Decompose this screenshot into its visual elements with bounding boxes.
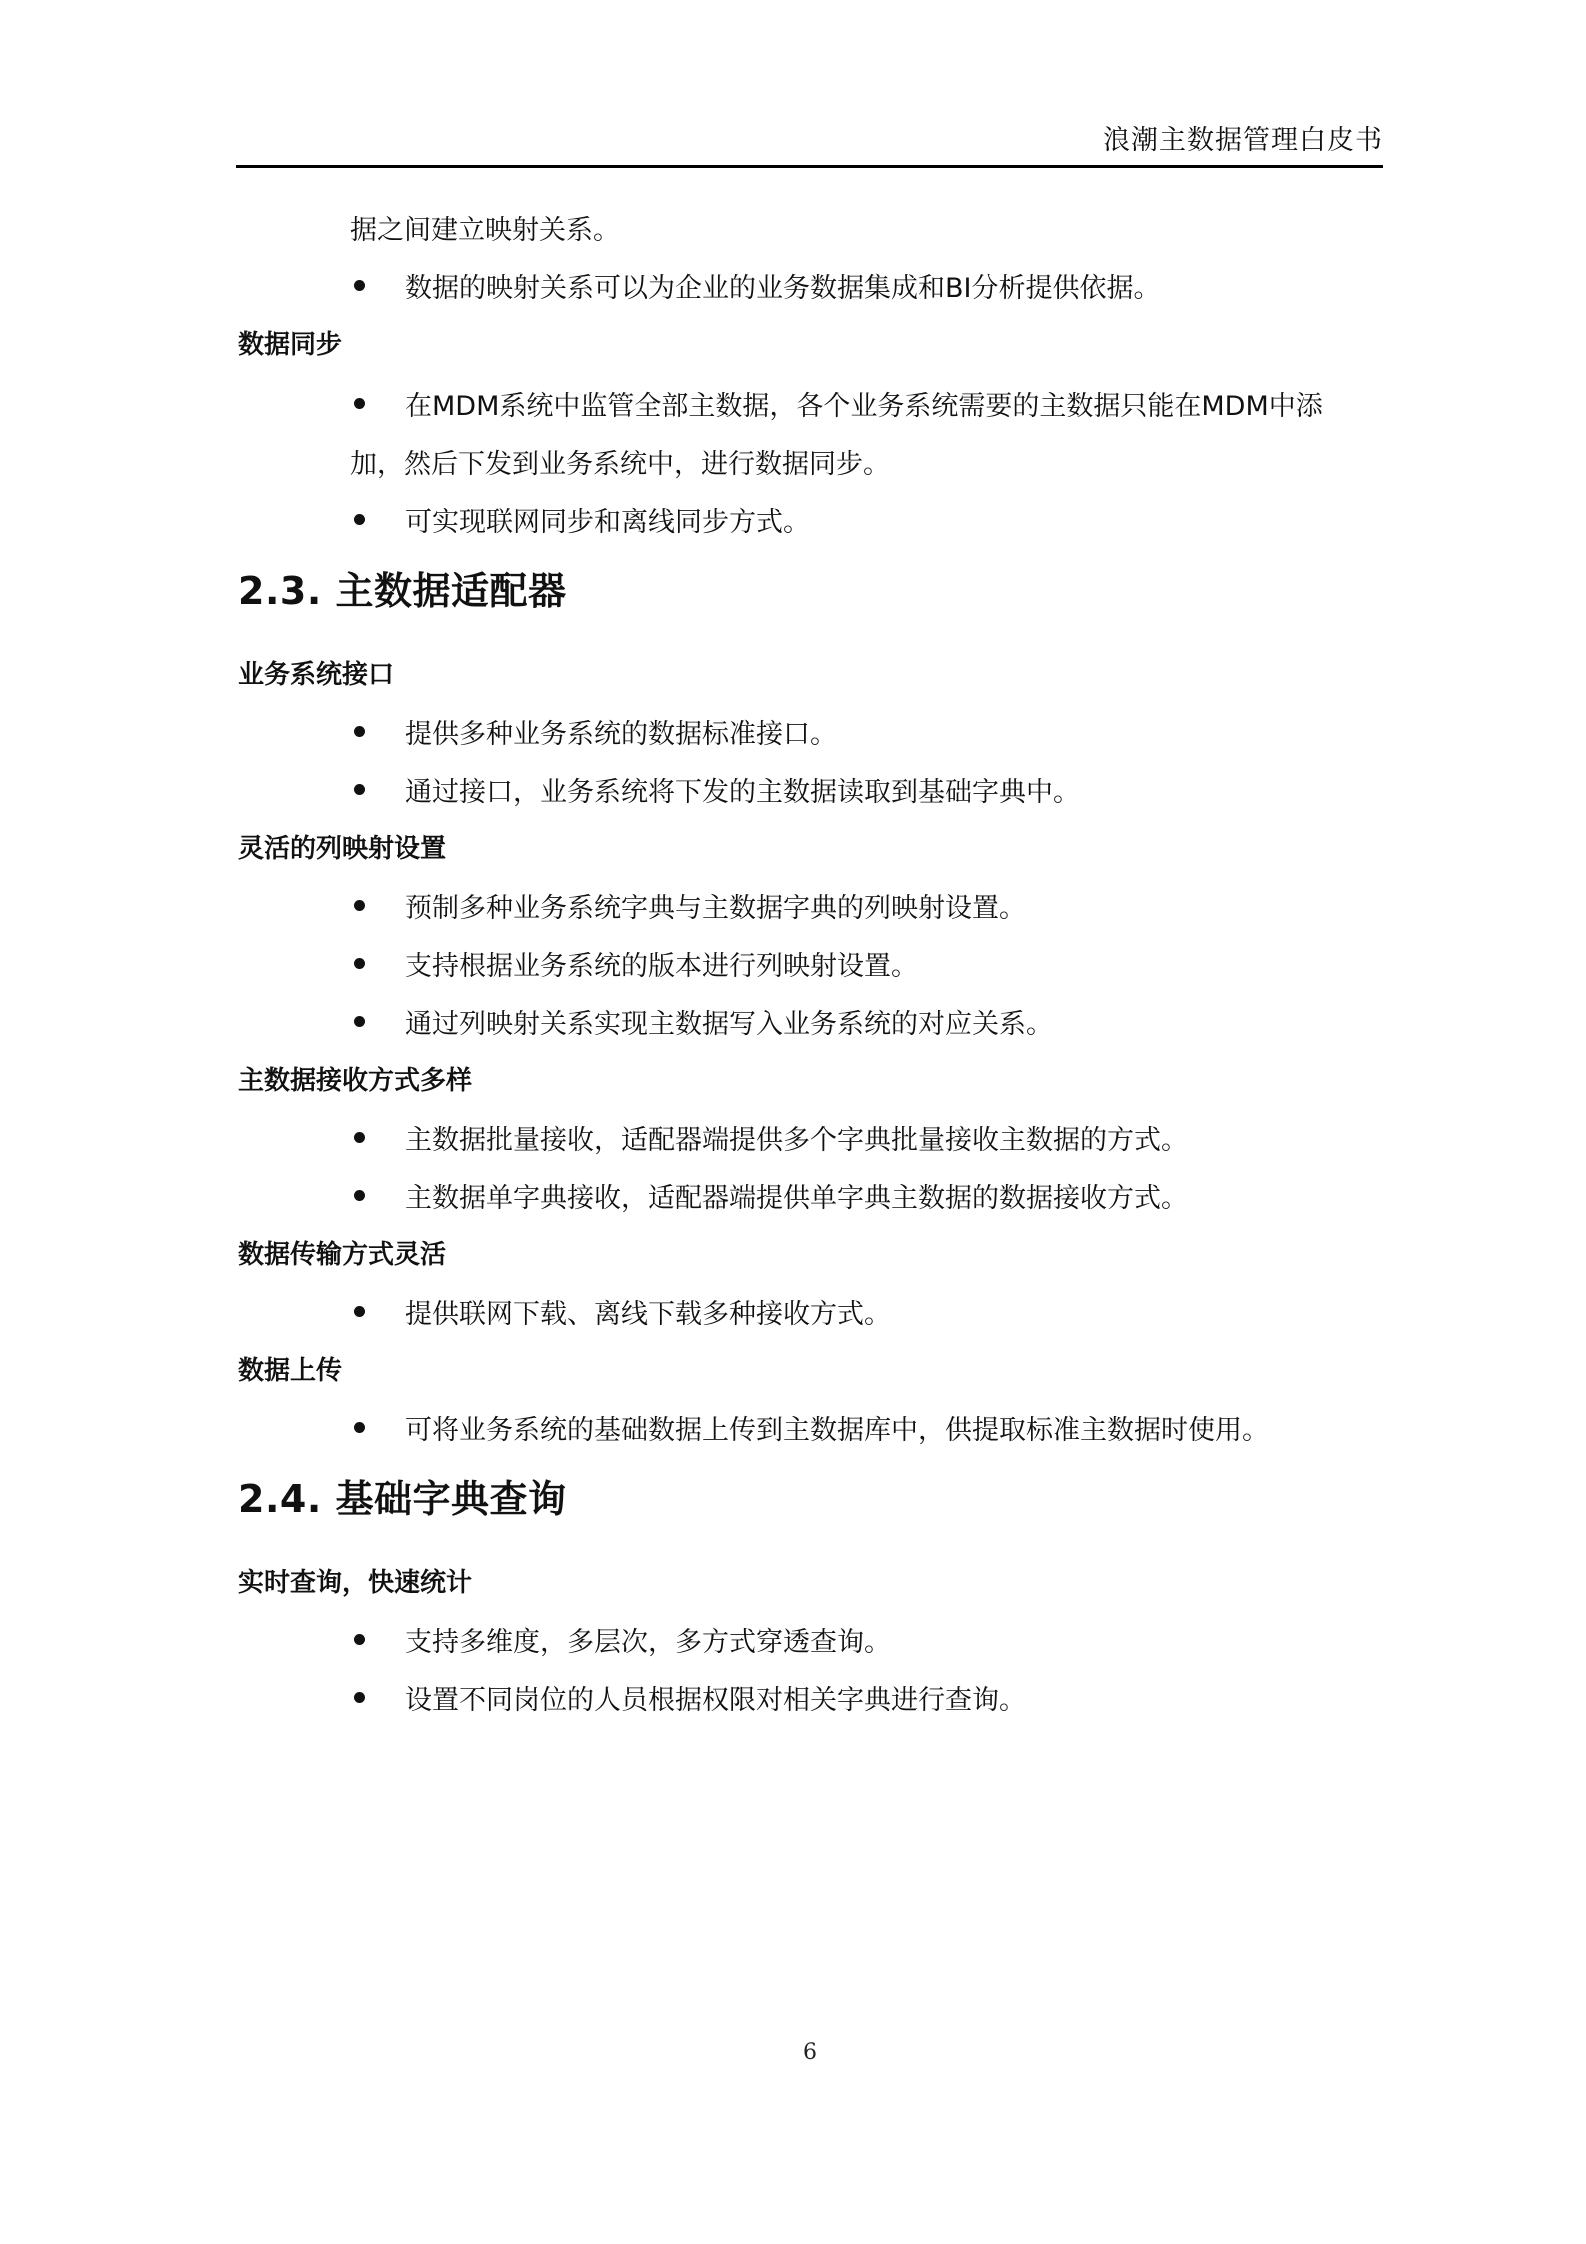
continuation-text: 据之间建立映射关系。 — [350, 215, 620, 246]
list-item: 数据的映射关系可以为企业的业务数据集成和BI分析提供依据。 — [350, 266, 1161, 305]
list-item: 可将业务系统的基础数据上传到主数据库中，供提取标准主数据时使用。 — [350, 1408, 1269, 1447]
section-title-2-4: 2.4. 基础字典查询 — [238, 1477, 567, 1521]
subsection-heading: 灵活的列映射设置 — [238, 834, 447, 864]
header-divider — [236, 165, 1383, 168]
bullet-icon — [354, 1692, 365, 1703]
bullet-icon — [354, 1132, 365, 1143]
list-item-wrap-line: 加，然后下发到业务系统中，进行数据同步。 — [350, 449, 890, 480]
bullet-icon — [354, 726, 365, 737]
list-item: 通过接口，业务系统将下发的主数据读取到基础字典中。 — [350, 770, 1080, 809]
bullet-icon — [354, 1190, 365, 1201]
bullet-icon — [354, 398, 365, 409]
bullet-icon — [354, 1306, 365, 1317]
subsection-heading: 数据传输方式灵活 — [238, 1240, 447, 1270]
bullet-icon — [354, 900, 365, 911]
section-title-2-3: 2.3. 主数据适配器 — [238, 569, 567, 613]
bullet-icon — [354, 1422, 365, 1433]
list-item: 提供联网下载、离线下载多种接收方式。 — [350, 1292, 891, 1331]
page-number: 6 — [803, 2040, 817, 2065]
subsection-heading: 业务系统接口 — [238, 660, 395, 690]
bullet-icon — [354, 1634, 365, 1645]
running-header-title: 浪潮主数据管理白皮书 — [1103, 125, 1383, 156]
subsection-heading: 数据上传 — [238, 1356, 343, 1386]
subsection-heading: 主数据接收方式多样 — [238, 1066, 473, 1096]
list-item: 预制多种业务系统字典与主数据字典的列映射设置。 — [350, 886, 1026, 925]
bullet-icon — [354, 784, 365, 795]
list-item: 主数据单字典接收，适配器端提供单字典主数据的数据接收方式。 — [350, 1176, 1188, 1215]
bullet-icon — [354, 1016, 365, 1027]
list-item: 通过列映射关系实现主数据写入业务系统的对应关系。 — [350, 1002, 1053, 1041]
bullet-icon — [354, 514, 365, 525]
bullet-icon — [354, 958, 365, 969]
list-item: 提供多种业务系统的数据标准接口。 — [350, 712, 837, 751]
list-item: 在MDM系统中监管全部主数据，各个业务系统需要的主数据只能在MDM中添 — [350, 384, 1323, 423]
list-item: 可实现联网同步和离线同步方式。 — [350, 500, 810, 539]
bullet-icon — [354, 280, 365, 291]
subsection-heading-data-sync: 数据同步 — [238, 330, 343, 360]
list-item: 设置不同岗位的人员根据权限对相关字典进行查询。 — [350, 1678, 1026, 1717]
subsection-heading: 实时查询，快速统计 — [238, 1568, 473, 1598]
list-item: 支持根据业务系统的版本进行列映射设置。 — [350, 944, 918, 983]
list-item: 支持多维度，多层次，多方式穿透查询。 — [350, 1620, 891, 1659]
list-item: 主数据批量接收，适配器端提供多个字典批量接收主数据的方式。 — [350, 1118, 1188, 1157]
